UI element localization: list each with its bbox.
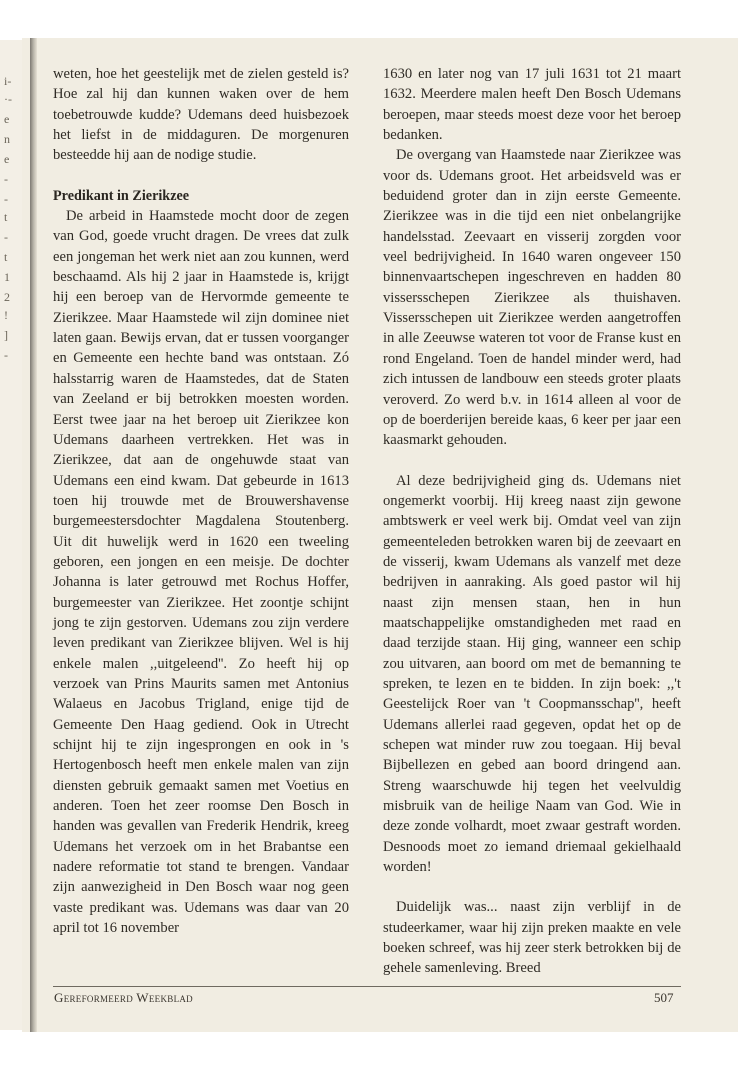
edge-fragment: n xyxy=(4,132,10,146)
paragraph-gap xyxy=(53,166,349,186)
previous-page-edge xyxy=(0,40,22,1030)
right-column xyxy=(383,64,681,979)
footer-rule xyxy=(53,986,681,987)
paragraph: De arbeid in Haamstede mocht door de zegen van God, goede vrucht dragen. De vrees dat zulk een jongeman het werk niet aan zou kunnen, werd beschaamd. Als hij 2 jaar in Haamstede is, krijgt hij een beroep van de Hervormde gemeente te Zierikzee. Maar Haamstede wil zijn dominee niet laten gaan. Bewijs ervan, dat er tussen voorganger en Gemeente een hechte band was ontstaan. Zó halsstarrig waren de Haamstedes, dat de Staten van Zeeland er bij betrokken moesten worden. Eerst twee jaar na het beroep uit Zierikzee kon Udemans daarheen vertrekken. Het was in Zierikzee, dat aan de ongehuwde staat van Udemans een eind kwam. Dat gebeurde in 1613 toen hij trouwde met de Brouwershavense burgemeestersdochter Magdalena Stoutenberg. Uit dit huwelijk werd in 1620 een tweeling geboren, een jongen en een meisje. De dochter Johanna is later getrouwd met Rochus Hoffer, burgemeester van Zierikzee. Het zoontje schijnt jong te zijn gestorven. Udemans zou zijn verdere leven predikant van Zierikzee blijven. Wel is hij enkele malen ,,uitgeleend''. Zo heeft hij op verzoek van Prins Maurits samen met Antonius Walaeus en Jacobus Trigland, enige tijd de Gemeente Den Haag gediend. Ook in Utrecht schijnt hij te zijn ingesprongen en ook in 's Hertogenbosch heeft men enkele malen van zijn diensten gebruik gemaakt samen met Voetius en anderen. Toen het zeer roomse Den Bosch in handen was gevallen van Frederik Hendrik, kreeg Udemans het verzoek om in het Brabantse een nadere reformatie tot stand te brengen. Vandaar zijn aanwezigheid in Den Bosch waar nog geen vaste predikant was. Udemans was daar van 20 april tot 16 november xyxy=(53,208,349,937)
paragraph: Al deze bedrijvigheid ging ds. Udemans niet ongemerkt voorbij. Hij kreeg naast zijn gewone ambtswerk er veel werk bij. Omdat veel van zijn gemeenteleden betrokken waren bij de zeevaart en de visserij, kwam Udemans als vanzelf met deze bedrijven in aanraking. Als goed pastor wil hij naast zijn mensen staan, hen in hun maatschappelijke omstandigheden met raad en daad terzijde staan. Hij ging, wanneer een schip zou uitvaren, aan boord om met de bemanning te spreken, te lezen en te bidden. In zijn boek: ,,'t Geestelijck Roer van 't Coopmansschap'', heeft Udemans allerlei raad gegeven, opdat het op de schepen wat minder ruw zou toegaan. Hij beval Bijbellezen en gebed aan boord dringend aan. Streng waarschuwde hij tegen het veelvuldig misbruik van de heilige Naam van God. Wie in deze zonde volhardt, moet zwaar gestraft worden. Desnoods moet zo iemand driemaal gekielhaald worden! xyxy=(383,472,681,876)
edge-fragment: - xyxy=(4,192,8,206)
edge-fragment: ] xyxy=(4,328,8,342)
paragraph: weten, hoe het geestelijk met de zielen gesteld is? Hoe zal hij dan kunnen waken over de hem toebetrouwde kudde? Udemans deed huisbezoek het liefst in de middaguren. De morgenuren besteedde hij aan de nodige studie. xyxy=(53,66,349,164)
edge-fragment: t xyxy=(4,250,8,264)
paragraph: 1630 en later nog van 17 juli 1631 tot 21 maart 1632. Meerdere malen heeft Den Bosch Udemans beroepen, maar steeds moest deze voor het beroep bedanken. xyxy=(383,66,681,144)
edge-fragment: e xyxy=(4,152,10,166)
edge-fragment: - xyxy=(4,230,8,244)
edge-fragment: e xyxy=(4,112,10,126)
binding-spine xyxy=(30,38,37,1032)
edge-fragment: ! xyxy=(4,308,8,322)
edge-fragment: i- xyxy=(4,74,12,88)
edge-fragment: - xyxy=(4,348,8,362)
paragraph: Duidelijk was... naast zijn verblijf in de studeerkamer, waar hij zijn preken maakte en vele boeken schreef, was hij zeer sterk betrokken bij de gehele samenleving. Breed xyxy=(383,899,681,977)
section-heading: Predikant in Zierikzee xyxy=(53,187,190,204)
publication-name: Gereformeerd Weekblad xyxy=(54,990,193,1005)
edge-fragment: - xyxy=(4,172,8,186)
edge-fragment: t xyxy=(4,210,8,224)
edge-fragment: 2 xyxy=(4,290,10,304)
edge-fragment: 1 xyxy=(4,270,10,284)
page-number: 507 xyxy=(654,990,674,1005)
paragraph-gap xyxy=(383,877,681,897)
left-column xyxy=(53,64,349,938)
paragraph: De overgang van Haamstede naar Zierikzee was voor ds. Udemans groot. Het arbeidsveld was er beduidend groter dan in zijn eerste Gemeente. Zierikzee was in die tijd een niet onbelangrijke handelsstad. Zeevaart en visserij zorgden voor veel bedrijvigheid. In 1640 waren ongeveer 150 binnenvaartschepen ingeschreven en hadden 80 vissersschepen Zierikzee als thuishaven. Vissersschepen uit Zierikzee werden aangetroffen in alle Zeeuwse wateren tot voor de Franse kust en rond Engeland. Toen de handel minder werd, had zich intussen de landbouw een steeds groter plaats veroverd. Zo werd b.v. in 1614 alleen al voor de op de boerderijen bereide kaas, 6 keer per jaar een kaasmarkt gehouden. xyxy=(383,147,681,449)
paragraph-gap xyxy=(383,451,681,471)
edge-fragment: ·- xyxy=(4,92,12,106)
